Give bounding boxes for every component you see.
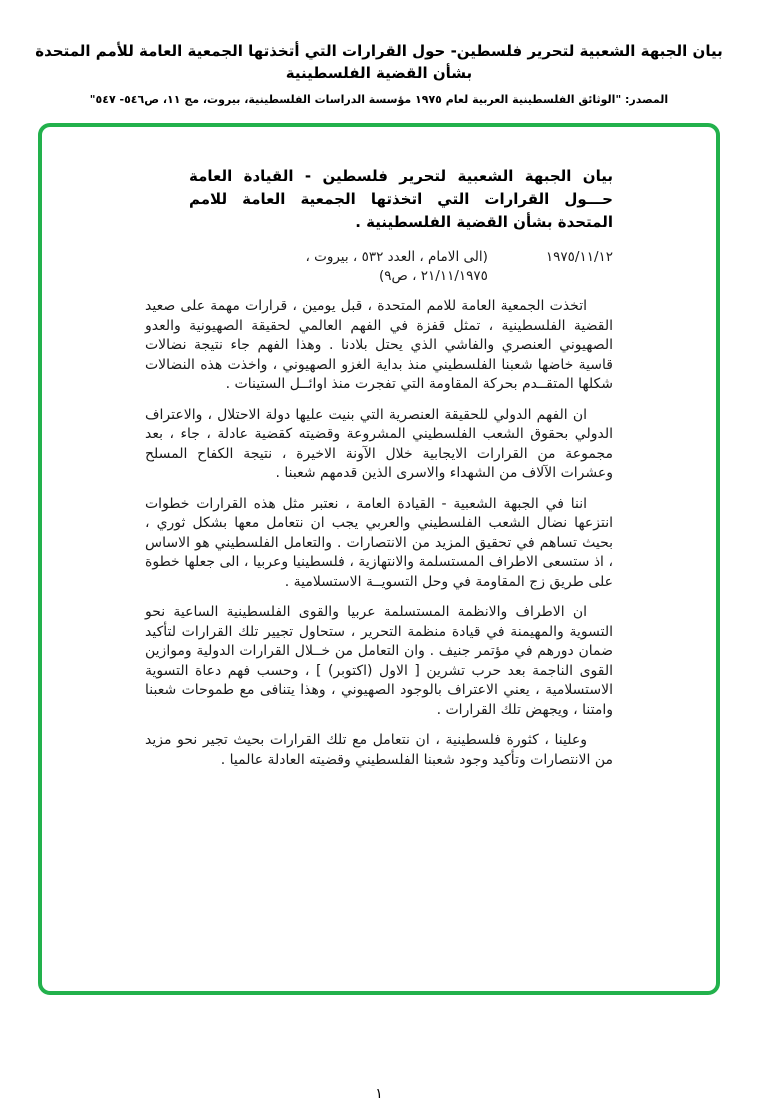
paragraph-4: ان الاطراف والانظمة المستسلمة عربيا والقوى الفلسطينية الساعية نحو التسوية والمهيمنة في قيادة منظمة التحرير ، ستحاول تجيير تلك القرارات لتأكيد ضمان دورهم في مؤتمر جنيف . وان التعامل من خــلال القرارات الدولية وموازين القوى الناجمة بعد حرب تشرين [ الاول (اكتوبر) ] ، وحسب فهم دعاة التسوية الاستسلامية ، يعني الاعتراف بالوجود الصهيوني ، وهذا يتنافى مع طموحات شعبنا وامتنا ، ويجهض تلك القرارات .: [145, 604, 613, 718]
document-frame: [38, 123, 720, 995]
document-citation: (الى الامام ، العدد ٥٣٢ ، بيروت ، ٢١/١١/١٩٧٥ ، ص٩): [305, 249, 488, 284]
paragraph-5: وعلينا ، كثورة فلسطينية ، ان نتعامل مع تلك القرارات بحيث تجير نحو مزيد من الانتصارات وتأكيد وجود شعبنا الفلسطيني وقضيته العادلة عالميا .: [145, 732, 613, 768]
scanned-document-page: [0, 40, 758, 1102]
date-row: [145, 248, 613, 286]
paragraph-2: ان الفهم الدولي للحقيقة العنصرية التي بنيت عليها دولة الاحتلال ، والاعتراف الدولي بحقوق الشعب الفلسطيني المشروعة وقضيته كقضية عادلة ، جاء ، بعد مجموعة من القرارات الايجابية خلال الآونة الاخيرة ، نتيجة الكفاح المسلح وعشرات الآلاف من الشهداء والاسرى الذين قدمهم شعبنا .: [145, 406, 613, 481]
document-date: ١٩٧٥/١١/١٢: [545, 249, 613, 265]
document-body: [145, 165, 613, 770]
paragraph-3: اننا في الجبهة الشعبية - القيادة العامة ، نعتبر مثل هذه القرارات خطوات انتزعها نضال الشعب الفلسطيني والعربي يجب ان نتعامل معها بشكل ثوري ، بحيث تساهم في تحقيق المزيد من الانتصارات . والتعامل الفلسطيني هو الاساس ، اذ ستسعى الاطراف المستسلمة والانتهازية ، فلسطينيا وعربيا ، الى جعلها خطوة على طريق زج المقاومة في وحل التسويــة الاستسلامية .: [145, 495, 613, 590]
page-header-title: بيان الجبهة الشعبية لتحرير فلسطين- حول القرارات التي أتخذتها الجمعية العامة للأمم المتحدة بشأن القضية الفلسطينية: [35, 42, 723, 82]
source-citation-line: المصدر: "الوثائق الفلسطينية العربية لعام ١٩٧٥ مؤسسة الدراسات الفلسطينية، بيروت، مج ١١، ص٥٤٦- ٥٤٧": [89, 93, 669, 106]
page-number: ١: [375, 1086, 383, 1102]
document-title: بيان الجبهة الشعبية لتحرير فلسطين - القيادة العامة حـــول القرارات التي اتخذتها الجمعية العامة للامم المتحدة بشأن القضية الفلسطينية .: [189, 167, 613, 231]
paragraph-1: اتخذت الجمعية العامة للامم المتحدة ، قبل يومين ، قرارات مهمة على صعيد القضية الفلسطينية ، تمثل قفزة في الفهم العالمي لحقيقة الصهيونية والعدو الصهيوني العنصري والفاشي الذي يحتل بلادنا . وهذا الفهم جاء نتيجة نضالات قاسية خاضها شعبنا الفلسطيني منذ بداية الغزو الصهيوني ، واخذت هذه النضالات شكلها المتقــدم بحركة المقاومة التي تفجرت منذ اوائــل الستينات .: [145, 298, 613, 392]
